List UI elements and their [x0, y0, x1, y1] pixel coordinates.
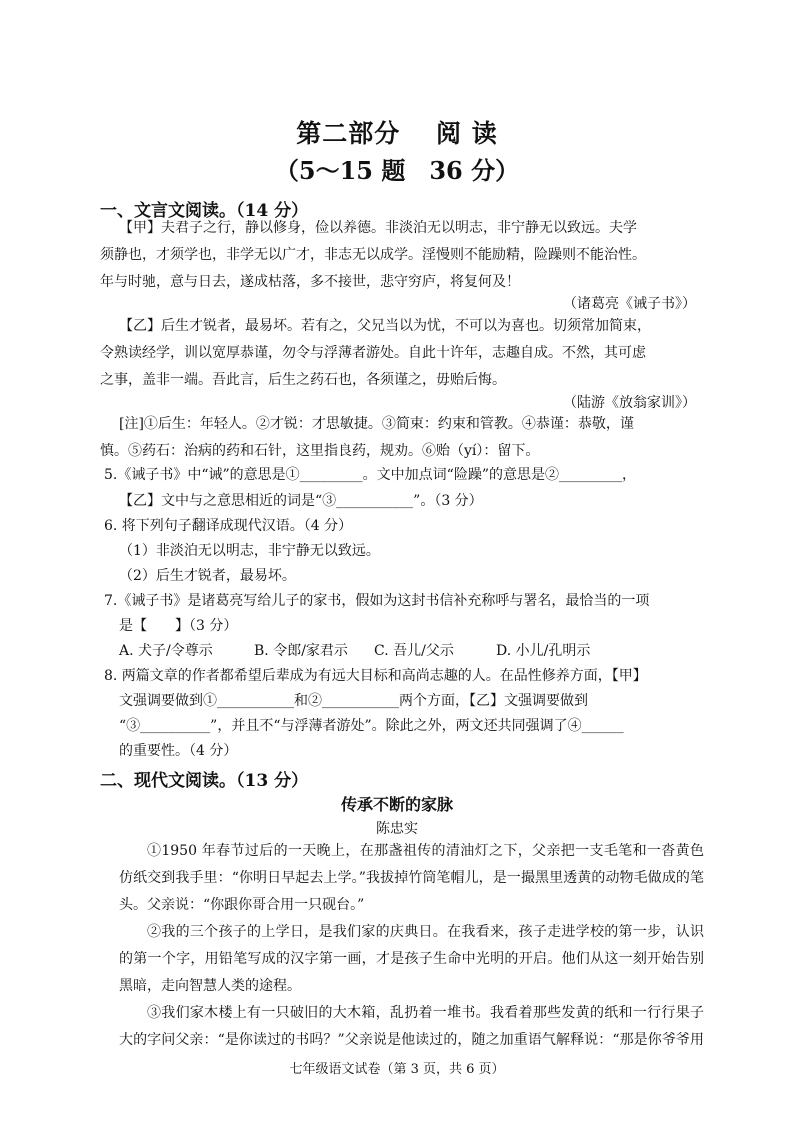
- page-title: 第二部分 阅 读: [296, 119, 498, 148]
- notes-line: [注]①后生：年轻人。②才锐：才思敏捷。③简束：约束和管教。④恭谨：恭敬，谨: [119, 416, 634, 432]
- page-footer: 七年级语文试卷（第 3 页，共 6 页）: [289, 1062, 505, 1077]
- notes-line: 慎。⑤药石：治病的药和石针，这里指良药，规劝。⑥贻（yí）：留下。: [100, 443, 540, 459]
- section-heading-classical: 一、文言文阅读。（14 分）: [100, 201, 309, 221]
- question-8-line: 8. 两篇文章的作者都希望后辈成为有远大目标和高尚志趣的人。在品性修养方面，【甲】: [104, 668, 647, 684]
- article-author: 陈忠实: [376, 821, 418, 837]
- passage-jia-line: 【甲】夫君子之行，静以修身，俭以养德。非淡泊无以明志，非宁静无以致远。夫学: [119, 220, 637, 236]
- question-7-line: 7.《诫子书》是诸葛亮写给儿子的家书，假如为这封书信补充称呼与署名，最恰当的一项: [104, 593, 650, 609]
- passage-jia-source: （诸葛亮《诫子书》）: [563, 296, 696, 312]
- passage-yi-line: 【乙】后生才锐者，最易坏。若有之，父兄当以为忧，不可以为喜也。切须常加简束，: [119, 318, 651, 334]
- option-b: B. 令郎/家君示: [254, 643, 348, 659]
- option-d: D. 小儿/孔明示: [496, 643, 591, 659]
- question-6-item: （1）非淡泊无以明志，非宁静无以致远。: [119, 543, 380, 559]
- article-title: 传承不断的家脉: [340, 795, 453, 814]
- article-paragraph-2: ②我的三个孩子的上学日，是我们家的庆典日。在我看来，孩子走进学校的第一步，认识的第一个字，用铅笔写成的汉字第一画，才是孩子生命中光明的开启。他们从这一刻开始告别黑暗，走向智慧人类的途程。: [119, 924, 704, 994]
- passage-jia-line: 年与时驰，意与日去，遂成枯落，多不接世，悲守穷庐，将复何及！: [100, 274, 520, 290]
- question-5-line: 5.《诫子书》中“诫”的意思是①_________。文中加点词“险躁”的意思是②_________，: [104, 467, 636, 483]
- page-subtitle: （5～15 题 36 分）: [274, 156, 520, 185]
- passage-yi-line: 令熟读经学，训以宽厚恭谨，勿令与浮薄者游处。自此十许年，志趣自成。不然，其可虑: [100, 345, 646, 361]
- question-6-line: 6. 将下列句子翻译成现代汉语。（4 分）: [104, 518, 353, 534]
- question-8-line: “③__________”，并且不“与浮薄者游处”。除此之外，两文还共同强调了④______: [119, 718, 624, 734]
- passage-jia-line: 须静也，才须学也，非学无以广才，非志无以成学。淫慢则不能励精，险躁则不能治性。: [100, 247, 646, 263]
- article-paragraph-1: ①1950 年春节过后的一天晚上，在那盏祖传的清油灯之下，父亲把一支毛笔和一沓黄色仿纸交到我手里：“你明日早起去上学。”我拔掉竹筒笔帽儿，是一撮黑里透黄的动物毛做成的笔头。父亲说：“你跟你哥合用一只砚台。”: [119, 843, 704, 913]
- passage-yi-line: 之事，盖非一端。吾此言，后生之药石也，各须谨之，毋贻后悔。: [100, 372, 506, 388]
- question-7-line: 是【 】（3 分）: [119, 618, 238, 634]
- passage-yi-source: （陆游《放翁家训》）: [563, 395, 696, 411]
- option-a: A. 犬子/令尊示: [119, 643, 213, 659]
- question-5-line: 【乙】文中与之意思相近的词是“③___________”。（3 分）: [119, 493, 483, 509]
- question-8-line: 文强调要做到①___________和②___________两个方面，【乙】文强调要做到: [119, 693, 588, 709]
- option-c: C. 吾儿/父示: [374, 643, 454, 659]
- section-heading-modern: 二、现代文阅读。（13 分）: [100, 771, 309, 791]
- article-paragraph-3: ③我们家木楼上有一只破旧的大木箱，乱扔着一堆书。我看着那些发黄的纸和一行行果子大的字问父亲：“是你读过的书吗？”父亲说是他读过的，随之加重语气解释说：“那是你爷爷用: [119, 1005, 704, 1048]
- question-8-line: 的重要性。（4 分）: [119, 743, 238, 759]
- question-6-item: （2）后生才锐者，最易坏。: [119, 568, 296, 584]
